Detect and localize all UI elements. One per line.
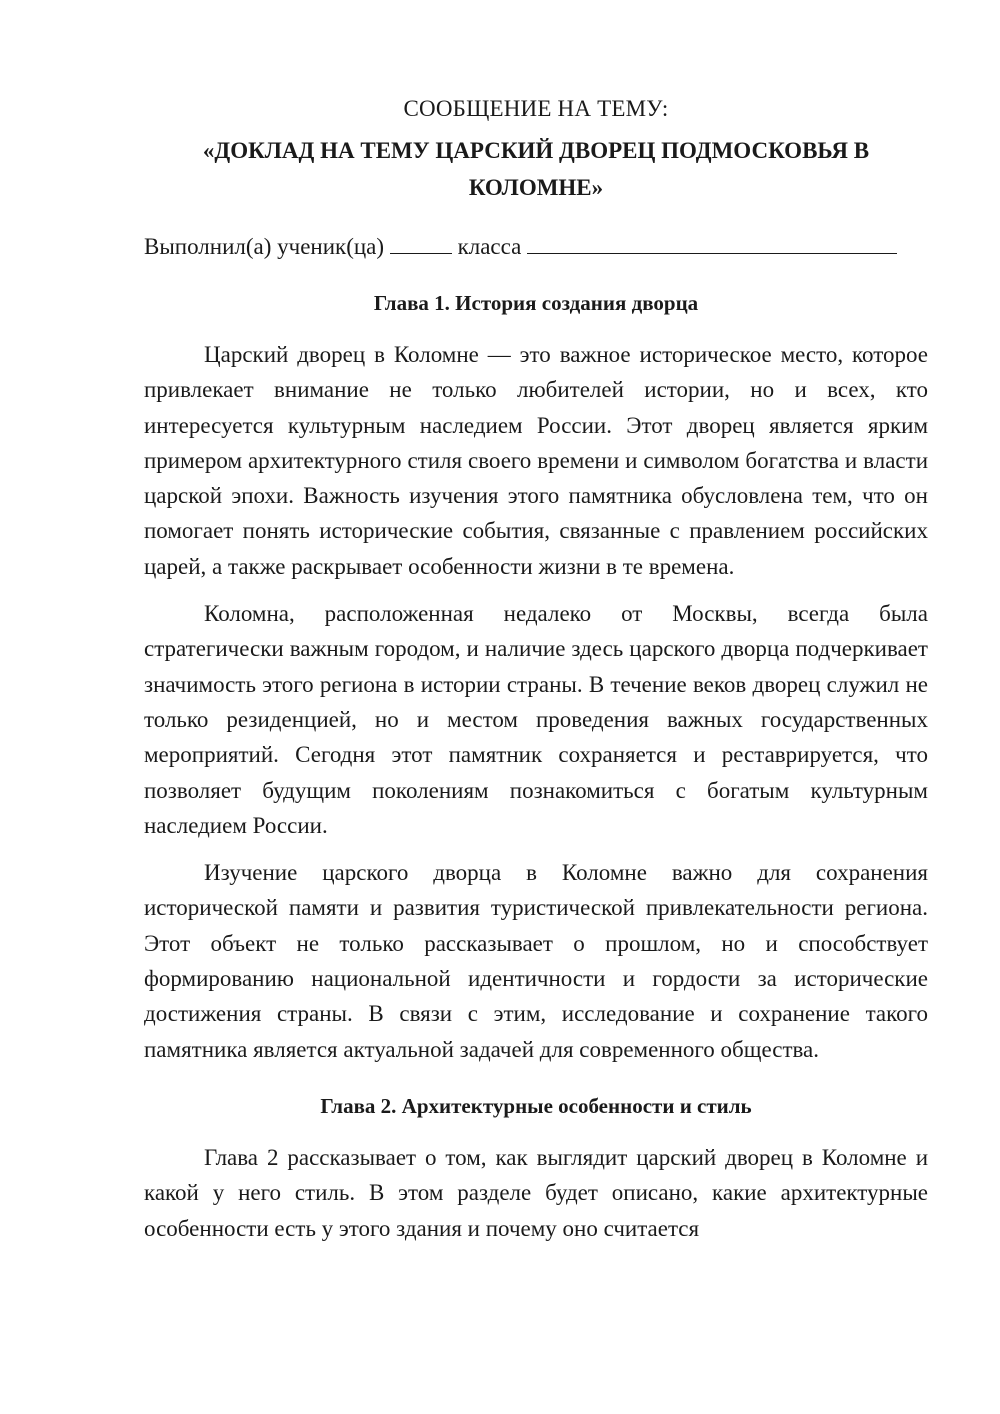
author-prefix: Выполнил(а) ученик(ца) [144, 234, 385, 259]
author-class-label: класса [457, 234, 522, 259]
author-line [144, 230, 928, 264]
chapter-1-paragraph: Царский дворец в Коломне — это важное историческое место, которое привлекает внимание не только любителей истории, но и всех, кто интересуется культурным наследием России. Этот дворец является ярким примером архитектурного стиля своего времени и символом богатства и власти царской эпохи. Важность изучения этого памятника обусловлена тем, что он помогает понять исторические события, связанные с правлением российских царей, а также раскрывает особенности жизни в те времена. [144, 342, 928, 579]
name-blank-field[interactable] [527, 231, 897, 254]
document-title: «ДОКЛАД НА ТЕМУ ЦАРСКИЙ ДВОРЕЦ ПОДМОСКОВЬЯ В КОЛОМНЕ» [202, 138, 870, 200]
chapter-2-paragraph: Глава 2 рассказывает о том, как выглядит царский дворец в Коломне и какой у него стиль. В этом разделе будет описано, какие архитектурные особенности есть у этого здания и почему оно считается [144, 1144, 928, 1241]
class-blank-field[interactable] [390, 231, 452, 254]
document-page [144, 92, 928, 1246]
chapter-1-paragraph: Коломна, расположенная недалеко от Москвы, всегда была стратегически важным городом, и наличие здесь царского дворца подчеркивает значимость этого региона в истории страны. В течение веков дворец служил не только резиденцией, но и местом проведения важных государственных мероприятий. Сегодня этот памятник сохраняется и реставрируется, что позволяет будущим поколениям познакомиться с богатым культурным наследием России. [144, 601, 928, 838]
chapter-2-heading: Глава 2. Архитектурные особенности и стиль [320, 1093, 752, 1118]
document-header: СООБЩЕНИЕ НА ТЕМУ: [403, 96, 669, 121]
chapter-1-paragraph: Изучение царского дворца в Коломне важно для сохранения исторической памяти и развития туристической привлекательности региона. Этот объект не только рассказывает о прошлом, но и способствует формированию национальной идентичности и гордости за исторические достижения страны. В связи с этим, исследование и сохранение такого памятника является актуальной задачей для современного общества. [144, 860, 928, 1062]
chapter-1-heading: Глава 1. История создания дворца [373, 291, 699, 315]
